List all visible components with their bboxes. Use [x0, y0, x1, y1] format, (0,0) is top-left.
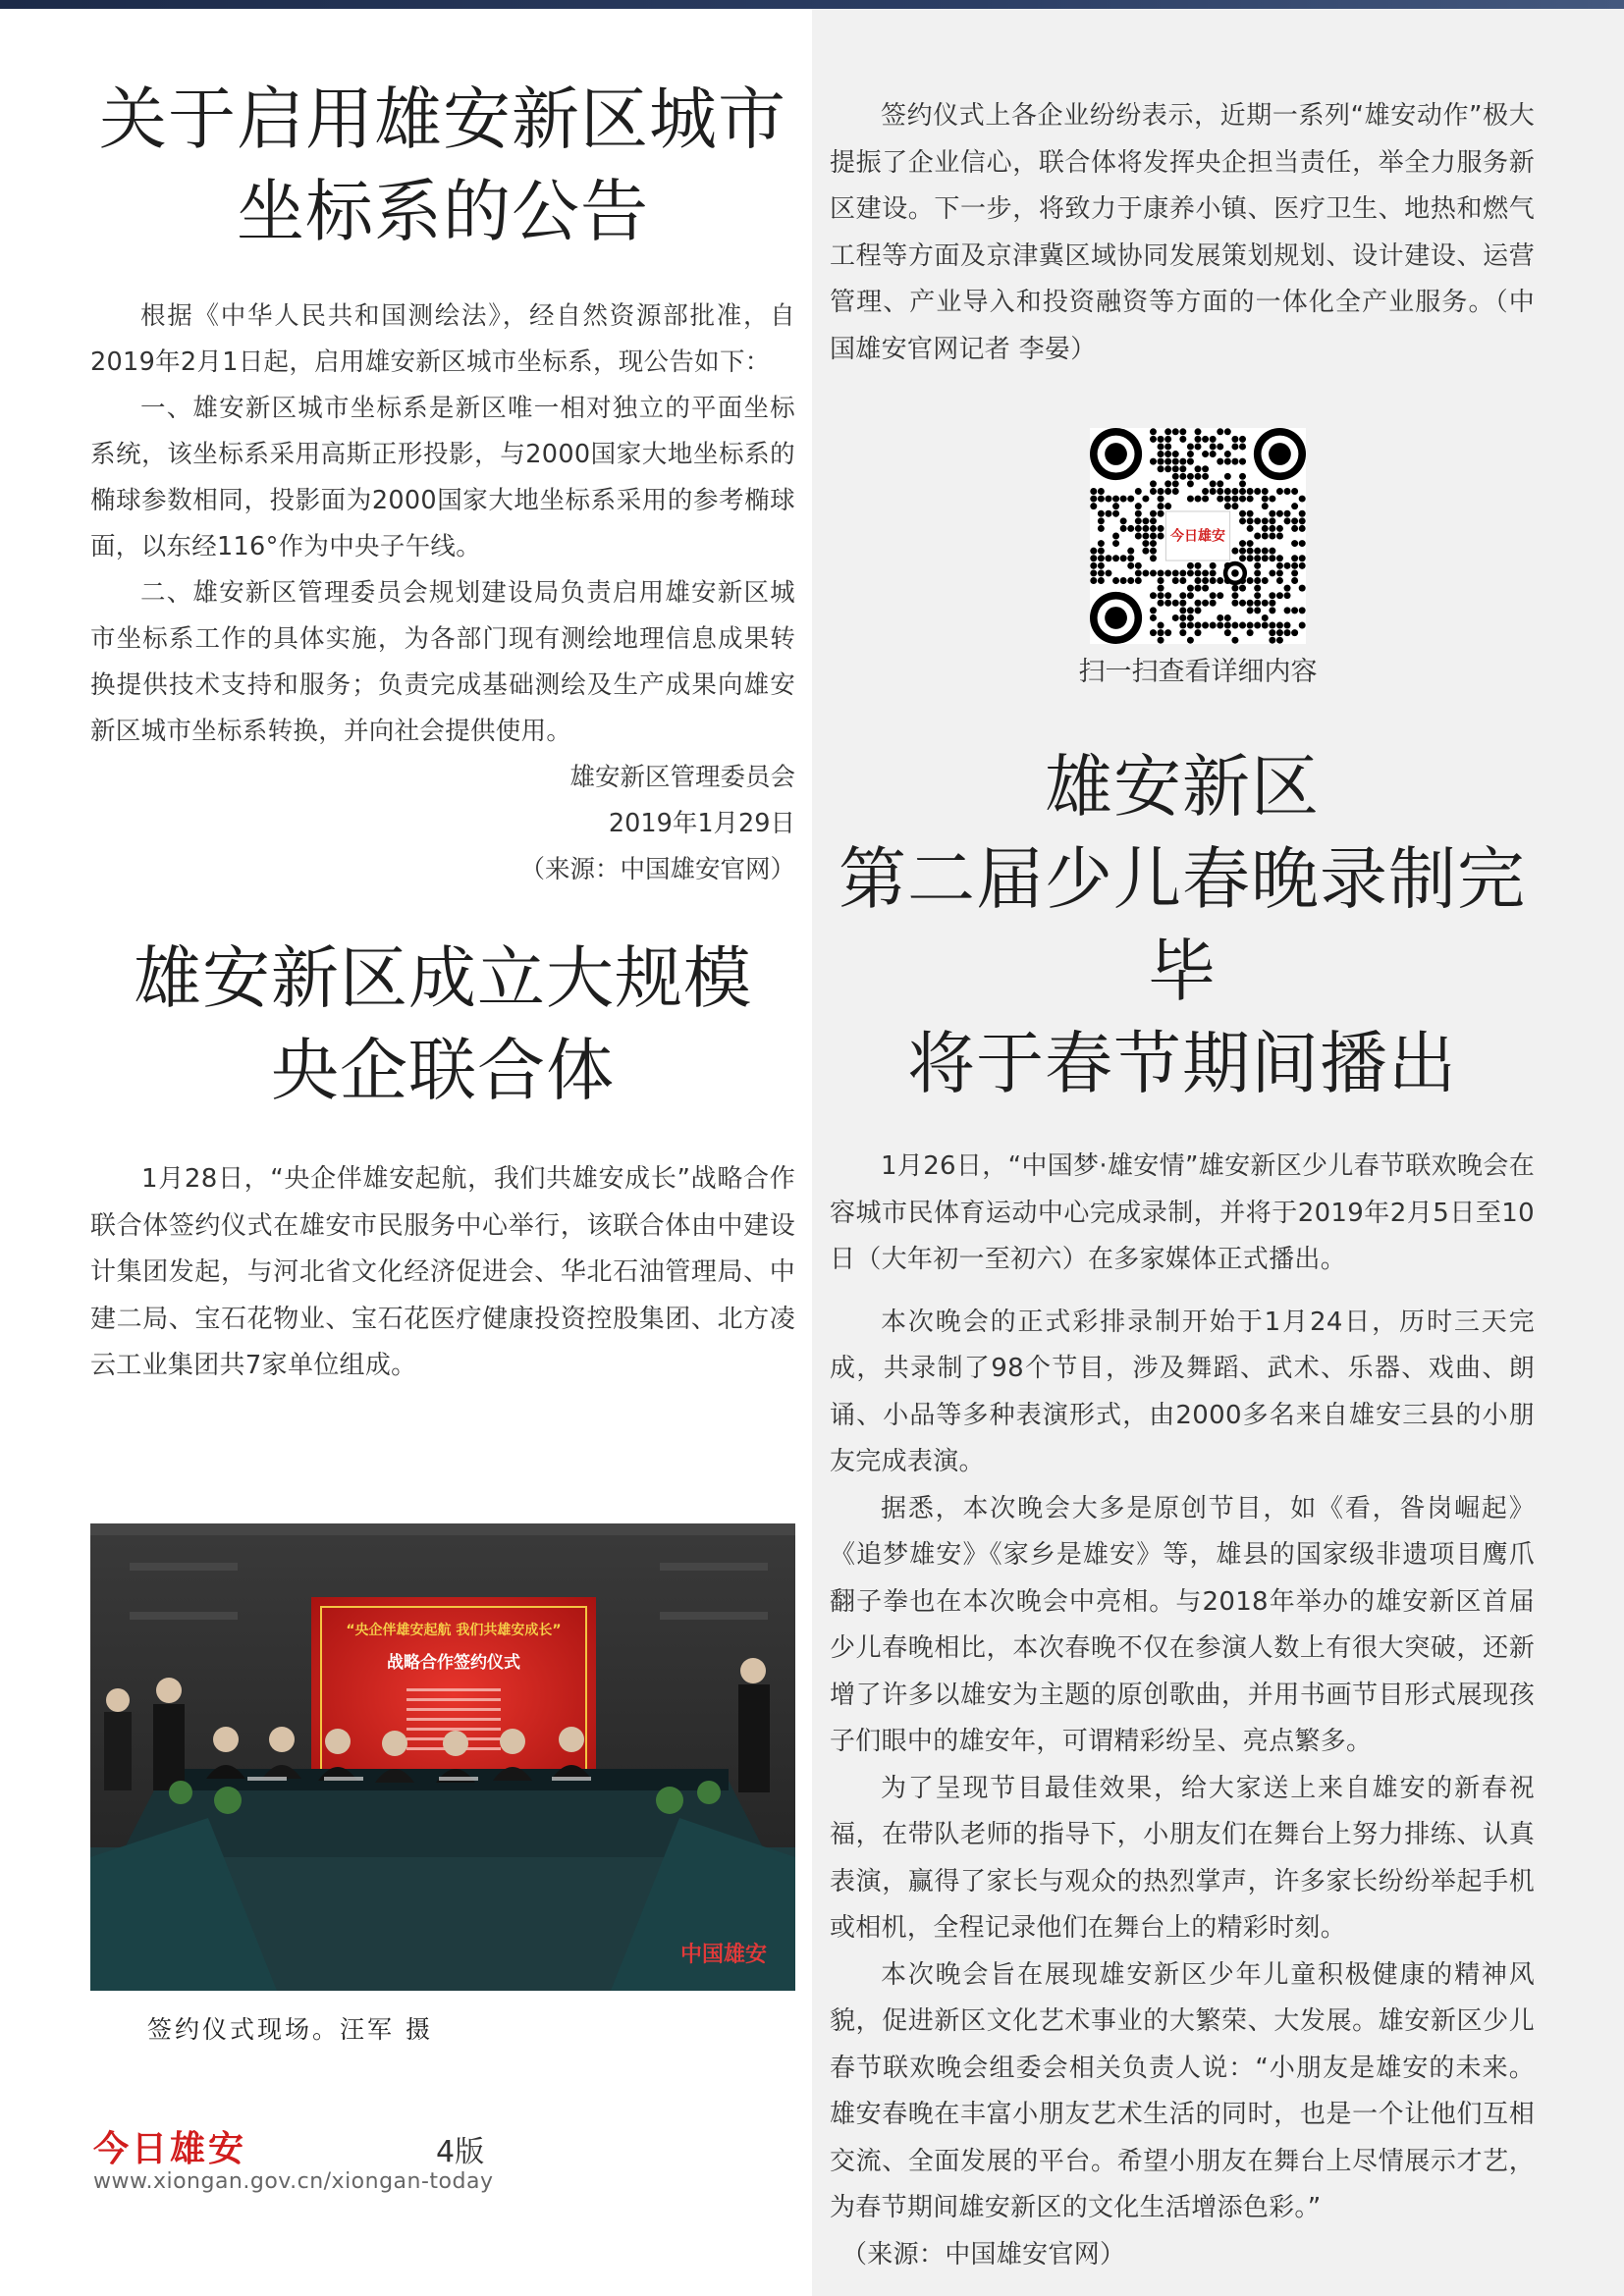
photo-watermark: 中国雄安: [679, 1942, 768, 1967]
signing-ceremony-photo: [90, 1523, 795, 1991]
article3-paragraph: 为了呈现节目最佳效果，给大家送上来自雄安的新春祝福，在带队老师的指导下，小朋友们在舞台上努力排练、认真表演，赢得了家长与观众的热烈掌声，许多家长纷纷举起手机或相机，全程记录他们在舞台上的精彩时刻。: [830, 1773, 1535, 1943]
footer-logo: 今日雄安: [93, 2128, 247, 2169]
article1-title-line: 坐标系的公告: [237, 173, 649, 251]
qr-caption: 扫一扫查看详细内容: [1078, 657, 1318, 687]
qr-code-image: [1090, 428, 1306, 644]
qr-code[interactable]: [1090, 428, 1306, 644]
article1-title-line: 关于启用雄安新区城市: [99, 80, 786, 159]
article1-date: 2019年1月29日: [608, 809, 795, 838]
article3-paragraph: 本次晚会旨在展现雄安新区少年儿童积极健康的精神风貌，促进新区文化艺术事业的大繁荣、大发展。雄安新区少儿春节联欢晚会组委会相关负责人说：“小朋友是雄安的未来。雄安春晚在丰富小朋友艺术生活的同时，也是一个让他们互相交流、全面发展的平台。希望小朋友在舞台上尽情展示才艺，为春节期间雄安新区的文化生活增添色彩。”: [830, 1959, 1535, 2222]
banner-line1: “央企伴雄安起航 我们共雄安成长”: [346, 1623, 562, 1638]
article2-title: [90, 933, 795, 1117]
article2-paragraph: 1月28日，“央企伴雄安起航，我们共雄安成长”战略合作联合体签约仪式在雄安市民服务中心举行，该联合体由中建设计集团发起，与河北省文化经济促进会、华北石油管理局、中建二局、宝石花物业、宝石花医疗健康投资控股集团、北方凌云工业集团共7家单位组成。: [90, 1164, 795, 1380]
article3-paragraph: 1月26日，“中国梦·雄安情”雄安新区少儿春节联欢晚会在容城市民体育运动中心完成录制，并将于2019年2月5日至10日（大年初一至初六）在多家媒体正式播出。: [830, 1151, 1535, 1274]
banner-line2: 战略合作签约仪式: [387, 1653, 520, 1673]
photo-caption: 签约仪式现场。汪军 摄: [147, 2015, 433, 2044]
right-column-lower: [830, 741, 1535, 2278]
article1-title: [90, 74, 795, 258]
article3-title-line: 第二届少儿春晚录制完毕: [839, 840, 1526, 1011]
article3-source: （来源：中国雄安官网）: [841, 2239, 1126, 2269]
article3-paragraph: 本次晚会的正式彩排录制开始于1月24日，历时三天完成，共录制了98个节目，涉及舞蹈、武术、乐器、戏曲、朗诵、小品等多种表演形式，由2000多名来自雄安三县的小朋友完成表演。: [830, 1307, 1535, 1476]
article1-paragraph: 根据《中华人民共和国测绘法》，经自然资源部批准，自2019年2月1日起，启用雄安新区城市坐标系，现公告如下：: [90, 301, 795, 377]
article2-title-line: 央企联合体: [271, 1032, 615, 1110]
article1-paragraph: 二、雄安新区管理委员会规划建设局负责启用雄安新区城市坐标系工作的具体实施，为各部门现有测绘地理信息成果转换提供技术支持和服务；负责完成基础测绘及生产成果向雄安新区城市坐标系转换，并向社会提供使用。: [90, 578, 795, 746]
article1-paragraph: 一、雄安新区城市坐标系是新区唯一相对独立的平面坐标系统，该坐标系采用高斯正形投影，与2000国家大地坐标系的椭球参数相同，投影面为2000国家大地坐标系采用的参考椭球面，以东经116°作为中央子午线。: [90, 394, 795, 561]
article1-source: （来源：中国雄安官网）: [519, 855, 795, 884]
article3-title-line: 将于春节期间播出: [907, 1025, 1457, 1103]
top-bar: [0, 0, 1624, 9]
qr-center-logo: 今日雄安: [1170, 528, 1225, 545]
right-column: [830, 93, 1535, 373]
article3-title: [830, 741, 1535, 1110]
article1-signature: 雄安新区管理委员会: [569, 763, 795, 792]
footer-page-number: 4版: [436, 2135, 485, 2169]
footer-url[interactable]: www.xiongan.gov.cn/xiongan-today: [93, 2169, 494, 2194]
article3-paragraph: 据悉，本次晚会大多是原创节目，如《看，昝岗崛起》《追梦雄安》《家乡是雄安》等，雄县的国家级非遗项目鹰爪翻子拳也在本次晚会中亮相。与2018年举办的雄安新区首届少儿春晚相比，本次春晚不仅在参演人数上有很大突破，还新增了许多以雄安为主题的原创歌曲，并用书画节目形式展现孩子们眼中的雄安年，可谓精彩纷呈、亮点繁多。: [830, 1493, 1535, 1756]
left-column: [90, 74, 795, 1390]
article3-title-line: 雄安新区: [1045, 748, 1320, 827]
signing-ceremony-image: [90, 1523, 795, 1991]
article2-continued: 签约仪式上各企业纷纷表示，近期一系列“雄安动作”极大提振了企业信心，联合体将发挥央企担当责任，举全力服务新区建设。下一步，将致力于康养小镇、医疗卫生、地热和燃气工程等方面及京津冀区域协同发展策划规划、设计建设、运营管理、产业导入和投资融资等方面的一体化全产业服务。（中国雄安官网记者 李晏）: [830, 101, 1535, 364]
article2-title-line: 雄安新区成立大规模: [134, 939, 752, 1018]
